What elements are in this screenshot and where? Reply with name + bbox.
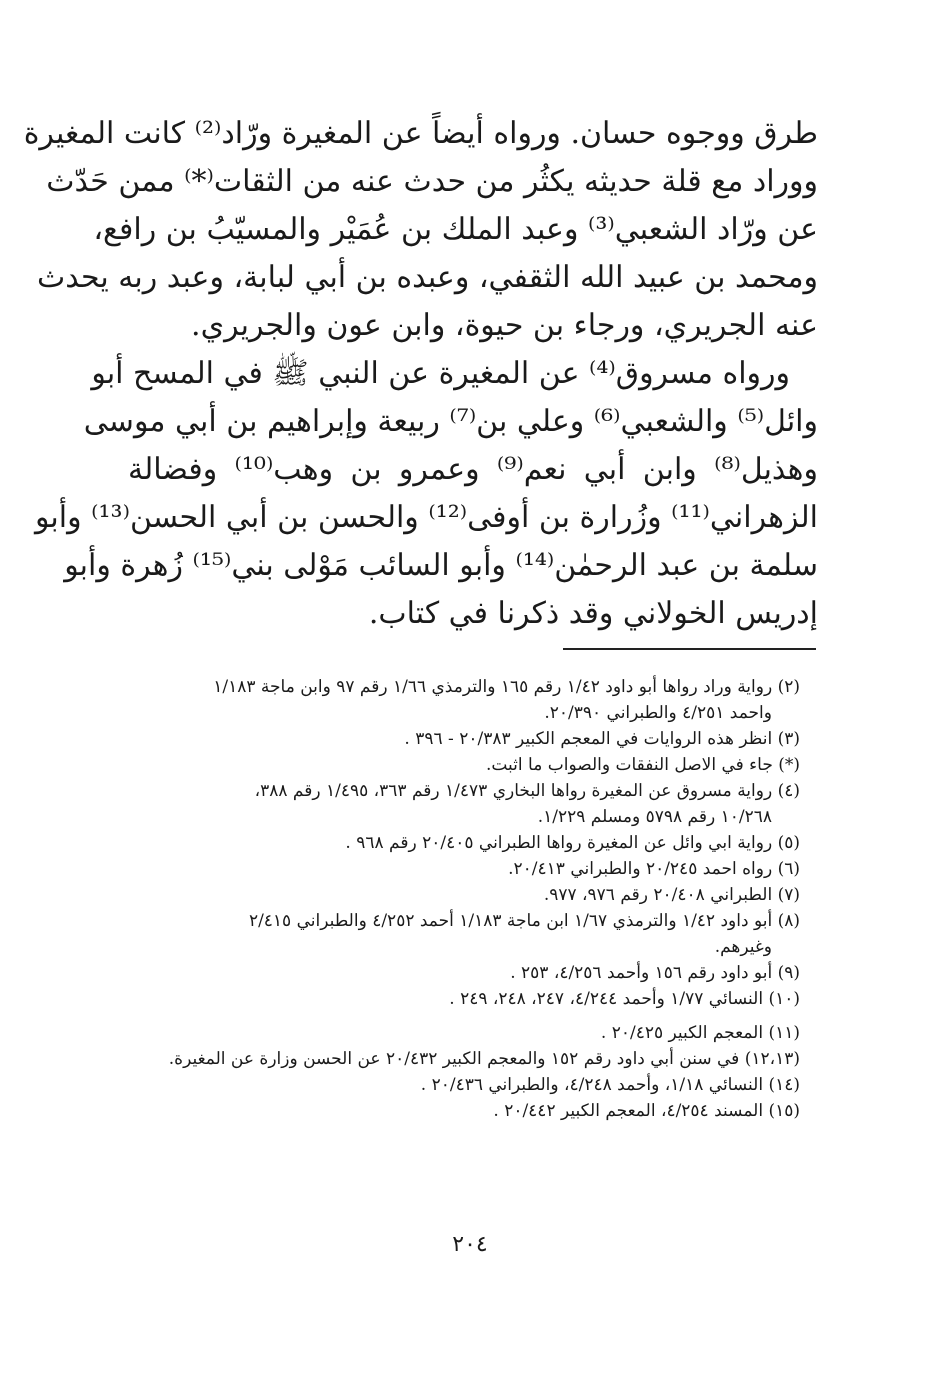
paragraph-1 <box>23 110 818 350</box>
footnote: (١٤) النسائي ١/١٨، وأحمد ٤/٢٤٨، والطبراني ٢٠/٤٣٦ . <box>420 1075 800 1095</box>
footnote: (١١) المعجم الكبير ٢٠/٤٢٥ . <box>600 1023 800 1043</box>
footnote: (٢) رواية وراد رواها أبو داود ١/٤٢ رقم ١٦٥ والترمذي ١/٦٦ رقم ٩٧ وابن ماجة ١/١٨٣ <box>213 677 800 697</box>
footnote: (٣) انظر هذه الروايات في المعجم الكبير ٢٠/٣٨٣ - ٣٩٦ . <box>404 729 800 749</box>
body-line: وائل⁽⁵⁾ والشعبي⁽⁶⁾ وعلي بن⁽⁷⁾ ربيعة وإبراهيم بن أبي موسى <box>83 404 818 439</box>
footnote: (١٥) المسند ٤/٢٥٤، المعجم الكبير ٢٠/٤٤٢ . <box>493 1101 800 1121</box>
footnote: (٩) أبو داود رقم ١٥٦ وأحمد ٤/٢٥٦، ٢٥٣ . <box>510 963 800 983</box>
body-line: عنه الجريري، ورجاء بن حيوة، وابن عون والجريري. <box>191 308 818 343</box>
footnote: (١٢،١٣) في سنن أبي داود رقم ١٥٢ والمعجم الكبير ٢٠/٤٣٢ عن الحسن وزارة عن المغيرة. <box>168 1049 800 1069</box>
body-line: الزهراني⁽¹¹⁾ وزُرارة بن أوفى⁽¹²⁾ والحسن بن أبي الحسن⁽¹³⁾ وأبو <box>34 500 818 535</box>
footnote-continuation: ١٠/٢٦٨ رقم ٥٧٩٨ ومسلم ١/٢٢٩. <box>537 807 772 827</box>
body-line: ووراد مع قلة حديثه يكثُر من حدث عنه من الثقات⁽*⁾ ممن حَدّث <box>46 164 818 199</box>
footnote-separator <box>563 648 816 650</box>
body-line: عن ورّاد الشعبي⁽³⁾ وعبد الملك بن عُمَيْر والمسيّبُ بن رافع، <box>93 212 818 247</box>
footnote: (١٠) النسائي ١/٧٧ وأحمد ٤/٢٤٤، ٢٤٧، ٢٤٨، ٢٤٩ . <box>449 989 800 1009</box>
footnotes <box>128 674 800 1124</box>
body-line: ورواه مسروق⁽⁴⁾ عن المغيرة عن النبي ﷺ في المسح أبو <box>91 356 790 391</box>
body-line: إدريس الخولاني وقد ذكرنا في كتاب. <box>368 596 818 631</box>
footnote: (٧) الطبراني ٢٠/٤٠٨ رقم ٩٧٦، ٩٧٧. <box>543 885 800 905</box>
footnote-continuation: وغيرهم. <box>714 937 772 957</box>
footnote: (٨) أبو داود ١/٤٢ والترمذي ١/٦٧ ابن ماجة ١/١٨٣ أحمد ٤/٢٥٢ والطبراني ٢/٤١٥ <box>248 911 800 931</box>
paragraph-2 <box>34 350 818 638</box>
body-line: وهذيل⁽⁸⁾ وابن أبي نعم⁽⁹⁾ وعمرو بن وهب⁽¹⁰⁾ وفضالة <box>128 452 818 487</box>
body-line: طرق ووجوه حسان. ورواه أيضاً عن المغيرة ورّاد⁽²⁾ كانت المغيرة <box>23 116 818 151</box>
body-line: سلمة بن عبد الرحمٰن⁽¹⁴⁾ وأبو السائب مَوْلى بني⁽¹⁵⁾ زُهرة وأبو <box>64 548 818 583</box>
footnote-continuation: واحمد ٤/٢٥١ والطبراني ٢٠/٣٩٠. <box>544 703 772 723</box>
footnote: (*) جاء في الاصل النفقات والصواب ما اثبت. <box>485 755 800 775</box>
page-number: ٢٠٤ <box>452 1232 488 1257</box>
footnote: (٦) رواه احمد ٢٠/٢٤٥ والطبراني ٢٠/٤١٣. <box>508 859 800 879</box>
footnote: (٤) رواية مسروق عن المغيرة رواها البخاري ١/٤٧٣ رقم ٣٦٣، ١/٤٩٥ رقم ٣٨٨، <box>254 781 800 801</box>
footnote: (٥) رواية ابي وائل عن المغيرة رواها الطبراني ٢٠/٤٠٥ رقم ٩٦٨ . <box>345 833 800 853</box>
body-line: ومحمد بن عبيد الله الثقفي، وعبده بن أبي لبابة، وعبد ربه يحدث <box>37 260 818 295</box>
